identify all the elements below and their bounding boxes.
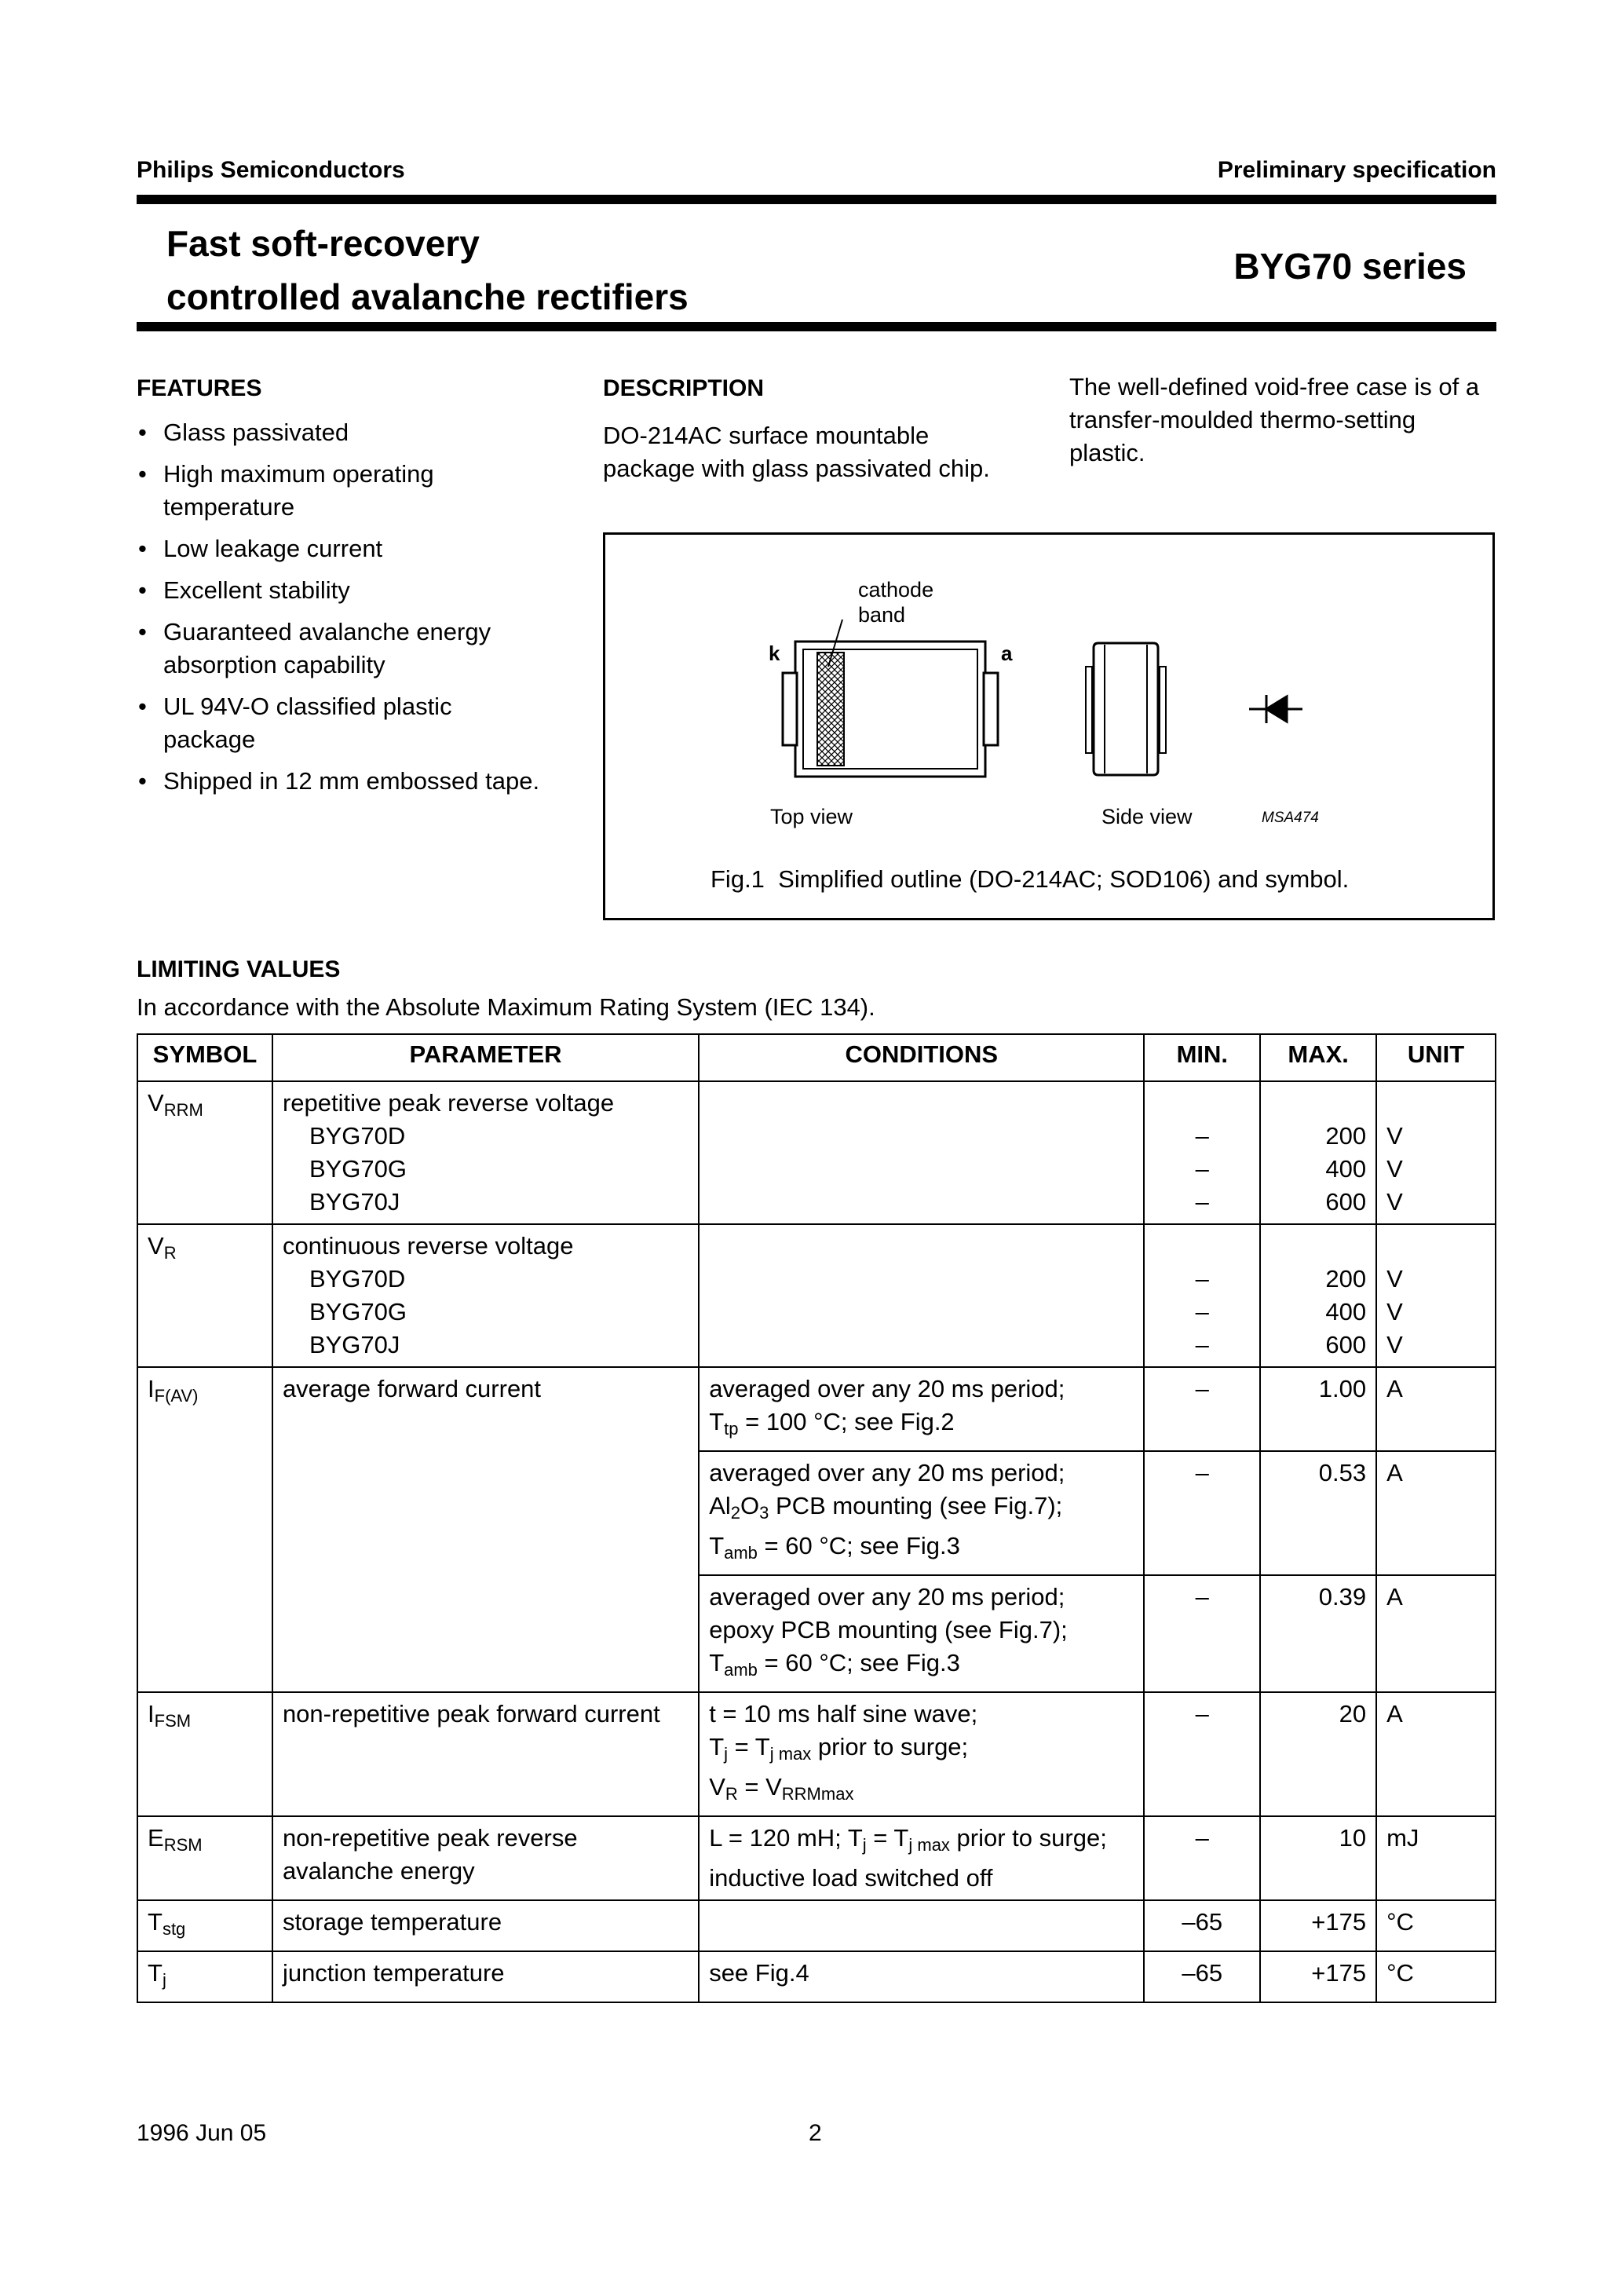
unit-cell: A bbox=[1376, 1692, 1496, 1816]
max-cell: +175 bbox=[1260, 1951, 1376, 2002]
header-rule bbox=[137, 195, 1496, 204]
column-header: PARAMETER bbox=[272, 1034, 699, 1081]
min-cell: – bbox=[1144, 1367, 1260, 1451]
symbol-cell: $I_{F(AV)}$ bbox=[137, 1367, 272, 1692]
unit-cell: A bbox=[1376, 1575, 1496, 1692]
conditions-cell: see Fig.4 bbox=[699, 1951, 1144, 2002]
symbol-cell: $V_{RRM}$ bbox=[137, 1081, 272, 1224]
max-cell: +175 bbox=[1260, 1900, 1376, 1951]
table-row bbox=[137, 1692, 1496, 1816]
min-cell: – bbox=[1144, 1816, 1260, 1900]
unit-cell: V V V bbox=[1376, 1224, 1496, 1367]
limiting-values-heading: LIMITING VALUES bbox=[137, 956, 341, 982]
unit-cell: °C bbox=[1376, 1951, 1496, 2002]
spec-status: Preliminary specification bbox=[1217, 157, 1496, 183]
max-cell: 200 400 600 bbox=[1260, 1081, 1376, 1224]
unit-cell: mJ bbox=[1376, 1816, 1496, 1900]
drawing-code: MSA474 bbox=[1262, 810, 1319, 826]
feature-item: • Glass passivated bbox=[137, 416, 576, 449]
parameter-cell: average forward current bbox=[272, 1367, 699, 1692]
symbol-cell: $E_{RSM}$ bbox=[137, 1816, 272, 1900]
min-cell: –65 bbox=[1144, 1951, 1260, 2002]
feature-item: • Guaranteed avalanche energy absorption capability bbox=[137, 616, 576, 682]
table-row bbox=[137, 1081, 1496, 1224]
column-header: MAX. bbox=[1260, 1034, 1376, 1081]
feature-item: • Excellent stability bbox=[137, 574, 576, 607]
table-row bbox=[137, 1816, 1496, 1900]
anode-terminal-label: a bbox=[1001, 642, 1013, 665]
conditions-cell bbox=[699, 1081, 1144, 1224]
min-cell: – bbox=[1144, 1575, 1260, 1692]
parameter-cell: junction temperature bbox=[272, 1951, 699, 2002]
table-row bbox=[137, 1951, 1496, 2002]
parameter-cell: non-repetitive peak reverse avalanche energy bbox=[272, 1816, 699, 1900]
page-number: 2 bbox=[809, 2120, 822, 2146]
unit-cell: A bbox=[1376, 1367, 1496, 1451]
title-rule bbox=[137, 322, 1496, 331]
conditions-cell bbox=[699, 1900, 1144, 1951]
column-header: MIN. bbox=[1144, 1034, 1260, 1081]
cathode-terminal-label: k bbox=[769, 642, 780, 665]
column-header: SYMBOL bbox=[137, 1034, 272, 1081]
conditions-cell: averaged over any 20 ms period; $Al_2O_3$ PCB mounting (see Fig.7); $T_{amb} = 60$ °C; see Fig.3 bbox=[699, 1451, 1144, 1575]
table-row bbox=[137, 1367, 1496, 1451]
conditions-cell: t = 10 ms half sine wave; $T_j = T_{j max}$ prior to surge; $V_R = V_{RRMmax}$ bbox=[699, 1692, 1144, 1816]
features-list bbox=[137, 416, 576, 806]
cathode-band-label: cathode band bbox=[858, 578, 934, 627]
table-row bbox=[137, 1900, 1496, 1951]
unit-cell: A bbox=[1376, 1451, 1496, 1575]
conditions-cell: averaged over any 20 ms period; $T_{tp} = 100$ °C; see Fig.2 bbox=[699, 1367, 1144, 1451]
parameter-cell: storage temperature bbox=[272, 1900, 699, 1951]
min-cell: – bbox=[1144, 1692, 1260, 1816]
package-outline-drawing bbox=[605, 535, 1492, 918]
column-header: CONDITIONS bbox=[699, 1034, 1144, 1081]
feature-item: • Low leakage current bbox=[137, 532, 576, 565]
min-cell: – – – bbox=[1144, 1224, 1260, 1367]
parameter-cell: non-repetitive peak forward current bbox=[272, 1692, 699, 1816]
symbol-cell: $I_{FSM}$ bbox=[137, 1692, 272, 1816]
conditions-cell: averaged over any 20 ms period; epoxy PCB mounting (see Fig.7); $T_{amb} = 60$ °C; see Fig.3 bbox=[699, 1575, 1144, 1692]
limiting-values-table bbox=[137, 1033, 1496, 2003]
feature-item: • Shipped in 12 mm embossed tape. bbox=[137, 765, 576, 798]
feature-item: • UL 94V-O classified plastic package bbox=[137, 690, 576, 756]
conditions-cell bbox=[699, 1224, 1144, 1367]
figure-outline-box bbox=[603, 532, 1495, 920]
description-text-right: The well-defined void-free case is of a transfer-moulded thermo-setting plastic. bbox=[1069, 373, 1480, 466]
conditions-cell: L = 120 mH; $T_j = T_{j max}$ prior to surge; inductive load switched off bbox=[699, 1816, 1144, 1900]
company-name: Philips Semiconductors bbox=[137, 157, 405, 183]
min-cell: – bbox=[1144, 1451, 1260, 1575]
top-view-body bbox=[783, 620, 998, 777]
symbol-cell: $V_R$ bbox=[137, 1224, 272, 1367]
description-heading: DESCRIPTION bbox=[603, 375, 765, 401]
min-cell: –65 bbox=[1144, 1900, 1260, 1951]
symbol-cell: $T_j$ bbox=[137, 1951, 272, 2002]
footer-date: 1996 Jun 05 bbox=[137, 2120, 267, 2146]
parameter-cell: continuous reverse voltage BYG70D BYG70G BYG70J bbox=[272, 1224, 699, 1367]
limiting-values-intro: In accordance with the Absolute Maximum Rating System (IEC 134). bbox=[137, 993, 875, 1021]
unit-cell: °C bbox=[1376, 1900, 1496, 1951]
min-cell: – – – bbox=[1144, 1081, 1260, 1224]
feature-item: • High maximum operating temperature bbox=[137, 458, 576, 524]
unit-cell: V V V bbox=[1376, 1081, 1496, 1224]
max-cell: 200 400 600 bbox=[1260, 1224, 1376, 1367]
parameter-cell: repetitive peak reverse voltage BYG70D BYG70G BYG70J bbox=[272, 1081, 699, 1224]
table-header-row bbox=[137, 1034, 1496, 1081]
description-text: DO-214AC surface mountable package with glass passivated chip. bbox=[603, 422, 990, 482]
series-name: BYG70 series bbox=[1233, 246, 1467, 287]
doc-title-line2: controlled avalanche rectifiers bbox=[166, 276, 689, 317]
max-cell: 20 bbox=[1260, 1692, 1376, 1816]
doc-title-line1: Fast soft-recovery bbox=[166, 223, 480, 264]
column-header: UNIT bbox=[1376, 1034, 1496, 1081]
max-cell: 1.00 bbox=[1260, 1367, 1376, 1451]
diode-symbol bbox=[1249, 695, 1302, 723]
side-view-body bbox=[1086, 643, 1166, 775]
figure-caption: Fig.1 Simplified outline (DO-214AC; SOD106) and symbol. bbox=[711, 865, 1350, 893]
top-view-label: Top view bbox=[770, 805, 853, 828]
max-cell: 10 bbox=[1260, 1816, 1376, 1900]
features-heading: FEATURES bbox=[137, 375, 262, 401]
symbol-cell: $T_{stg}$ bbox=[137, 1900, 272, 1951]
side-view-label: Side view bbox=[1101, 805, 1193, 828]
max-cell: 0.39 bbox=[1260, 1575, 1376, 1692]
table-row bbox=[137, 1224, 1496, 1367]
max-cell: 0.53 bbox=[1260, 1451, 1376, 1575]
